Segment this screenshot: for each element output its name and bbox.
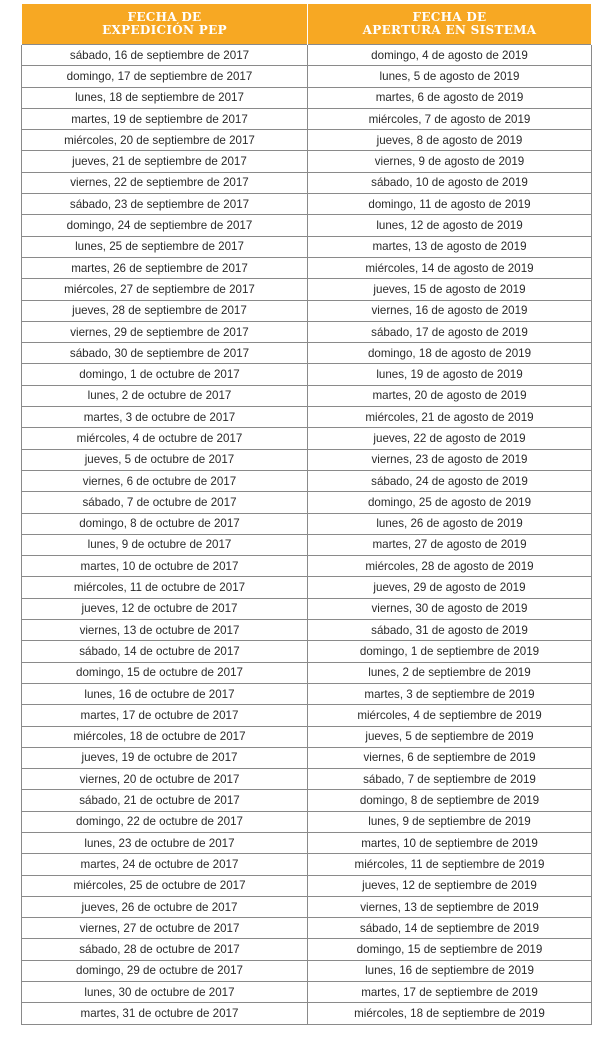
- cell-fecha-expedicion: martes, 31 de octubre de 2017: [22, 1003, 308, 1024]
- cell-fecha-expedicion: sábado, 30 de septiembre de 2017: [22, 343, 308, 364]
- cell-fecha-expedicion: lunes, 9 de octubre de 2017: [22, 534, 308, 555]
- table-row: [22, 726, 592, 747]
- cell-fecha-apertura: viernes, 23 de agosto de 2019: [308, 449, 592, 470]
- cell-fecha-apertura: jueves, 8 de agosto de 2019: [308, 130, 592, 151]
- header-line: APERTURA EN SISTEMA: [362, 23, 537, 37]
- cell-fecha-expedicion: domingo, 8 de octubre de 2017: [22, 513, 308, 534]
- table-row: [22, 982, 592, 1003]
- table-row: [22, 470, 592, 491]
- cell-fecha-apertura: domingo, 25 de agosto de 2019: [308, 492, 592, 513]
- cell-fecha-expedicion: lunes, 30 de octubre de 2017: [22, 982, 308, 1003]
- cell-fecha-expedicion: domingo, 22 de octubre de 2017: [22, 811, 308, 832]
- date-table: [21, 4, 592, 1025]
- header-expedicion-pep: [22, 4, 308, 45]
- cell-fecha-expedicion: martes, 17 de octubre de 2017: [22, 705, 308, 726]
- table-row: [22, 556, 592, 577]
- cell-fecha-apertura: jueves, 12 de septiembre de 2019: [308, 875, 592, 896]
- cell-fecha-apertura: martes, 27 de agosto de 2019: [308, 534, 592, 555]
- cell-fecha-apertura: domingo, 8 de septiembre de 2019: [308, 790, 592, 811]
- cell-fecha-expedicion: martes, 19 de septiembre de 2017: [22, 108, 308, 129]
- table-row: [22, 577, 592, 598]
- cell-fecha-apertura: martes, 20 de agosto de 2019: [308, 385, 592, 406]
- cell-fecha-expedicion: martes, 10 de octubre de 2017: [22, 556, 308, 577]
- cell-fecha-expedicion: martes, 24 de octubre de 2017: [22, 854, 308, 875]
- cell-fecha-expedicion: viernes, 29 de septiembre de 2017: [22, 321, 308, 342]
- table-row: [22, 747, 592, 768]
- header-line: EXPEDICIÓN PEP: [102, 23, 227, 37]
- table-row: [22, 257, 592, 278]
- cell-fecha-apertura: lunes, 19 de agosto de 2019: [308, 364, 592, 385]
- cell-fecha-expedicion: miércoles, 11 de octubre de 2017: [22, 577, 308, 598]
- table-row: [22, 641, 592, 662]
- cell-fecha-expedicion: sábado, 16 de septiembre de 2017: [22, 45, 308, 66]
- table-row: [22, 364, 592, 385]
- table-row: [22, 343, 592, 364]
- cell-fecha-expedicion: sábado, 21 de octubre de 2017: [22, 790, 308, 811]
- cell-fecha-expedicion: miércoles, 20 de septiembre de 2017: [22, 130, 308, 151]
- table-row: [22, 130, 592, 151]
- table-row: [22, 939, 592, 960]
- cell-fecha-expedicion: domingo, 15 de octubre de 2017: [22, 662, 308, 683]
- cell-fecha-apertura: lunes, 16 de septiembre de 2019: [308, 960, 592, 981]
- table-row: [22, 896, 592, 917]
- cell-fecha-expedicion: viernes, 13 de octubre de 2017: [22, 620, 308, 641]
- header-apertura-sistema: [308, 4, 592, 45]
- cell-fecha-apertura: jueves, 22 de agosto de 2019: [308, 428, 592, 449]
- cell-fecha-apertura: jueves, 29 de agosto de 2019: [308, 577, 592, 598]
- cell-fecha-expedicion: domingo, 1 de octubre de 2017: [22, 364, 308, 385]
- cell-fecha-apertura: jueves, 15 de agosto de 2019: [308, 279, 592, 300]
- table-row: [22, 811, 592, 832]
- cell-fecha-expedicion: sábado, 28 de octubre de 2017: [22, 939, 308, 960]
- cell-fecha-apertura: sábado, 24 de agosto de 2019: [308, 470, 592, 491]
- cell-fecha-expedicion: miércoles, 27 de septiembre de 2017: [22, 279, 308, 300]
- table-row: [22, 918, 592, 939]
- header-line: FECHA DE: [412, 10, 487, 24]
- table-row: [22, 534, 592, 555]
- cell-fecha-apertura: martes, 3 de septiembre de 2019: [308, 683, 592, 704]
- cell-fecha-expedicion: sábado, 14 de octubre de 2017: [22, 641, 308, 662]
- table-row: [22, 215, 592, 236]
- table-row: [22, 428, 592, 449]
- cell-fecha-expedicion: sábado, 23 de septiembre de 2017: [22, 194, 308, 215]
- table-row: [22, 854, 592, 875]
- cell-fecha-expedicion: jueves, 12 de octubre de 2017: [22, 598, 308, 619]
- cell-fecha-expedicion: martes, 26 de septiembre de 2017: [22, 257, 308, 278]
- cell-fecha-apertura: martes, 13 de agosto de 2019: [308, 236, 592, 257]
- cell-fecha-apertura: martes, 17 de septiembre de 2019: [308, 982, 592, 1003]
- cell-fecha-apertura: sábado, 17 de agosto de 2019: [308, 321, 592, 342]
- table-row: [22, 705, 592, 726]
- cell-fecha-apertura: sábado, 31 de agosto de 2019: [308, 620, 592, 641]
- cell-fecha-expedicion: martes, 3 de octubre de 2017: [22, 407, 308, 428]
- table-row: [22, 385, 592, 406]
- cell-fecha-expedicion: lunes, 25 de septiembre de 2017: [22, 236, 308, 257]
- cell-fecha-expedicion: lunes, 18 de septiembre de 2017: [22, 87, 308, 108]
- cell-fecha-apertura: miércoles, 11 de septiembre de 2019: [308, 854, 592, 875]
- cell-fecha-expedicion: domingo, 29 de octubre de 2017: [22, 960, 308, 981]
- cell-fecha-expedicion: sábado, 7 de octubre de 2017: [22, 492, 308, 513]
- table-row: [22, 513, 592, 534]
- table-row: [22, 449, 592, 470]
- cell-fecha-apertura: viernes, 6 de septiembre de 2019: [308, 747, 592, 768]
- cell-fecha-expedicion: miércoles, 25 de octubre de 2017: [22, 875, 308, 896]
- cell-fecha-expedicion: viernes, 20 de octubre de 2017: [22, 769, 308, 790]
- table-row: [22, 172, 592, 193]
- cell-fecha-expedicion: jueves, 26 de octubre de 2017: [22, 896, 308, 917]
- table-row: [22, 279, 592, 300]
- cell-fecha-apertura: sábado, 7 de septiembre de 2019: [308, 769, 592, 790]
- header-row: [22, 4, 592, 45]
- cell-fecha-expedicion: jueves, 5 de octubre de 2017: [22, 449, 308, 470]
- table-row: [22, 598, 592, 619]
- cell-fecha-apertura: lunes, 5 de agosto de 2019: [308, 66, 592, 87]
- cell-fecha-apertura: domingo, 11 de agosto de 2019: [308, 194, 592, 215]
- cell-fecha-apertura: viernes, 9 de agosto de 2019: [308, 151, 592, 172]
- cell-fecha-expedicion: lunes, 2 de octubre de 2017: [22, 385, 308, 406]
- cell-fecha-expedicion: jueves, 21 de septiembre de 2017: [22, 151, 308, 172]
- cell-fecha-apertura: miércoles, 18 de septiembre de 2019: [308, 1003, 592, 1024]
- cell-fecha-apertura: sábado, 10 de agosto de 2019: [308, 172, 592, 193]
- cell-fecha-apertura: miércoles, 28 de agosto de 2019: [308, 556, 592, 577]
- cell-fecha-apertura: domingo, 1 de septiembre de 2019: [308, 641, 592, 662]
- header-line: FECHA DE: [127, 10, 202, 24]
- table-row: [22, 769, 592, 790]
- table-row: [22, 960, 592, 981]
- cell-fecha-apertura: domingo, 18 de agosto de 2019: [308, 343, 592, 364]
- cell-fecha-expedicion: miércoles, 18 de octubre de 2017: [22, 726, 308, 747]
- cell-fecha-expedicion: miércoles, 4 de octubre de 2017: [22, 428, 308, 449]
- cell-fecha-expedicion: domingo, 17 de septiembre de 2017: [22, 66, 308, 87]
- table-row: [22, 1003, 592, 1024]
- cell-fecha-apertura: sábado, 14 de septiembre de 2019: [308, 918, 592, 939]
- cell-fecha-apertura: viernes, 16 de agosto de 2019: [308, 300, 592, 321]
- table-row: [22, 875, 592, 896]
- table-body: [22, 45, 592, 1025]
- cell-fecha-apertura: miércoles, 7 de agosto de 2019: [308, 108, 592, 129]
- cell-fecha-expedicion: lunes, 23 de octubre de 2017: [22, 832, 308, 853]
- table-row: [22, 620, 592, 641]
- cell-fecha-expedicion: viernes, 6 de octubre de 2017: [22, 470, 308, 491]
- table-row: [22, 790, 592, 811]
- cell-fecha-apertura: lunes, 9 de septiembre de 2019: [308, 811, 592, 832]
- table-row: [22, 87, 592, 108]
- table-row: [22, 492, 592, 513]
- table-row: [22, 832, 592, 853]
- table-row: [22, 321, 592, 342]
- table-header: [22, 4, 592, 45]
- cell-fecha-apertura: miércoles, 14 de agosto de 2019: [308, 257, 592, 278]
- cell-fecha-apertura: domingo, 15 de septiembre de 2019: [308, 939, 592, 960]
- cell-fecha-apertura: domingo, 4 de agosto de 2019: [308, 45, 592, 66]
- table-row: [22, 108, 592, 129]
- cell-fecha-expedicion: viernes, 22 de septiembre de 2017: [22, 172, 308, 193]
- date-table-container: [21, 4, 591, 1025]
- table-row: [22, 236, 592, 257]
- cell-fecha-apertura: lunes, 2 de septiembre de 2019: [308, 662, 592, 683]
- table-row: [22, 66, 592, 87]
- table-row: [22, 662, 592, 683]
- table-row: [22, 683, 592, 704]
- cell-fecha-expedicion: jueves, 28 de septiembre de 2017: [22, 300, 308, 321]
- cell-fecha-expedicion: viernes, 27 de octubre de 2017: [22, 918, 308, 939]
- cell-fecha-apertura: martes, 6 de agosto de 2019: [308, 87, 592, 108]
- cell-fecha-apertura: jueves, 5 de septiembre de 2019: [308, 726, 592, 747]
- cell-fecha-apertura: miércoles, 4 de septiembre de 2019: [308, 705, 592, 726]
- table-row: [22, 45, 592, 66]
- cell-fecha-expedicion: lunes, 16 de octubre de 2017: [22, 683, 308, 704]
- cell-fecha-apertura: viernes, 13 de septiembre de 2019: [308, 896, 592, 917]
- table-row: [22, 194, 592, 215]
- table-row: [22, 151, 592, 172]
- table-row: [22, 300, 592, 321]
- table-row: [22, 407, 592, 428]
- cell-fecha-expedicion: jueves, 19 de octubre de 2017: [22, 747, 308, 768]
- cell-fecha-apertura: viernes, 30 de agosto de 2019: [308, 598, 592, 619]
- cell-fecha-expedicion: domingo, 24 de septiembre de 2017: [22, 215, 308, 236]
- cell-fecha-apertura: lunes, 12 de agosto de 2019: [308, 215, 592, 236]
- cell-fecha-apertura: lunes, 26 de agosto de 2019: [308, 513, 592, 534]
- cell-fecha-apertura: martes, 10 de septiembre de 2019: [308, 832, 592, 853]
- cell-fecha-apertura: miércoles, 21 de agosto de 2019: [308, 407, 592, 428]
